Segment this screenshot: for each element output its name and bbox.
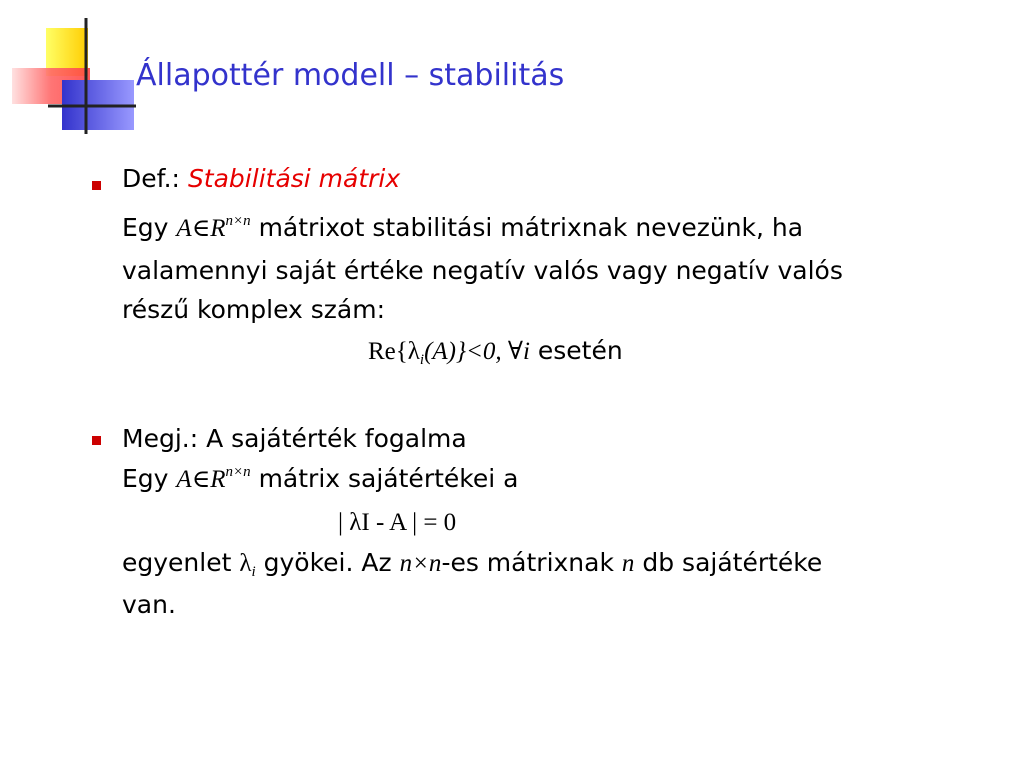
- megj-line-4: van.: [122, 590, 176, 619]
- def-line-2: valamennyi saját értéke negatív valós vagy negatív valós: [122, 256, 843, 285]
- def-label: Def.:: [122, 164, 180, 193]
- def-heading: [122, 166, 400, 191]
- matrix-membership-2: $A\in R^{n\times n}$: [176, 464, 251, 493]
- bullet-def: [92, 181, 101, 190]
- matrix-membership: $A\in R^{n\times n}$: [176, 213, 251, 242]
- megj-line-3: egyenlet $\lambda_i$ gyökei. Az n×n-es mátrixnak n db sajátértéke: [122, 548, 823, 580]
- decorative-logo: [0, 0, 140, 140]
- slide-title: Állapottér modell – stabilitás: [136, 58, 565, 93]
- megj-heading: Megj.: A sajátérték fogalma: [122, 424, 467, 453]
- bullet-megj: [92, 436, 101, 445]
- def-line-1: Egy $A\in R^{n\times n}$ mátrixot stabilitási mátrixnak nevezünk, ha: [122, 213, 804, 242]
- megj-line-1: Egy $A\in R^{n\times n}$ mátrix sajátértékei a: [122, 464, 519, 493]
- stability-condition: $Re\{\lambda_i(A)\}<0$, ∀i esetén: [368, 336, 623, 368]
- def-term: Stabilitási mátrix: [187, 164, 401, 193]
- characteristic-equation: | λI - A | = 0: [338, 509, 457, 536]
- def-line-3: részű komplex szám:: [122, 295, 386, 324]
